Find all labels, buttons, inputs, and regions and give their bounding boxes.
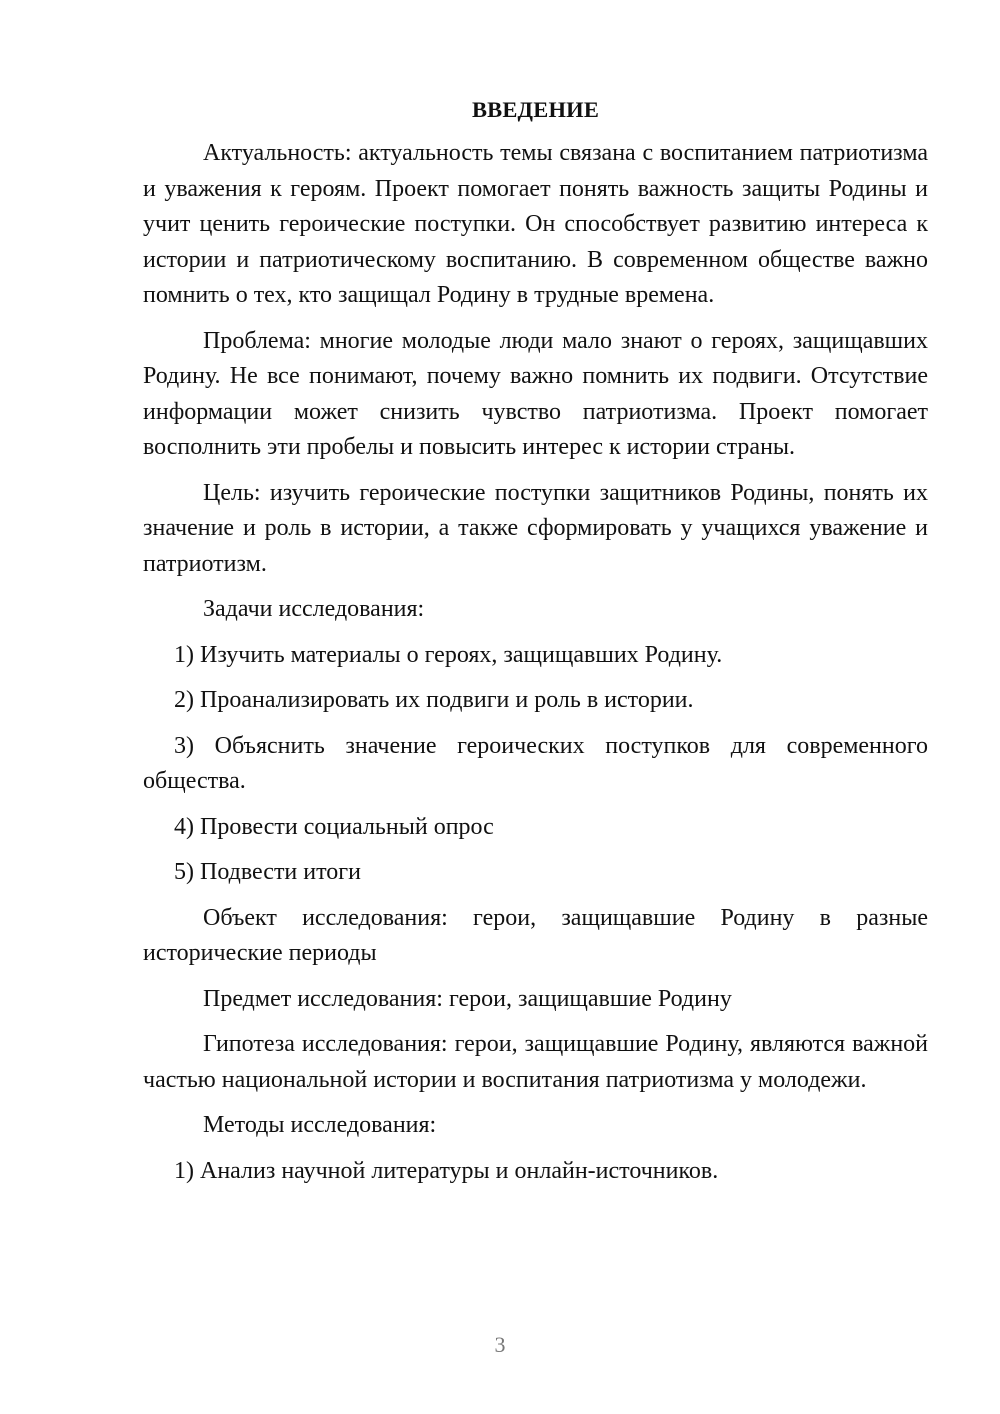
relevance-paragraph: Актуальность: актуальность темы связана с воспитанием патриотизма и уважения к героям. Проект помогает понять важность защиты Родины и учит ценить героические поступки. Он способствует развитию интереса к истории и патриотическому воспитанию. В современном обществе важно помнить о тех, кто защищал Родину в трудные времена. <box>143 140 928 308</box>
section-heading: ВВЕДЕНИЕ <box>471 97 600 122</box>
task-item-4: 4) Провести социальный опрос <box>174 813 494 840</box>
hypothesis-paragraph: Гипотеза исследования: герои, защищавшие Родину, являются важной частью национальной истории и воспитания патриотизма у молодежи. <box>143 1031 928 1093</box>
task-item-5: 5) Подвести итоги <box>174 859 361 885</box>
subject-paragraph: Предмет исследования: герои, защищавшие Родину <box>203 985 732 1012</box>
page-number: 3 <box>494 1332 506 1357</box>
tasks-heading: Задачи исследования: <box>203 596 425 622</box>
object-paragraph: Объект исследования: герои, защищавшие Родину в разные исторические периоды <box>143 904 928 966</box>
task-item-2: 2) Проанализировать их подвиги и роль в истории. <box>174 687 694 713</box>
method-item-1: 1) Анализ научной литературы и онлайн-источников. <box>174 1157 719 1184</box>
task-item-3: 3) Объяснить значение героических поступков для современного общества. <box>143 732 928 794</box>
goal-paragraph: Цель: изучить героические поступки защитников Родины, понять их значение и роль в истории, а также сформировать у учащихся уважение и патриотизм. <box>143 479 928 577</box>
page-content <box>143 88 928 1199</box>
problem-paragraph: Проблема: многие молодые люди мало знают о героях, защищавших Родину. Не все понимают, почему важно помнить их подвиги. Отсутствие информации может снизить чувство патриотизма. Проект помогает восполнить эти пробелы и повысить интерес к истории страны. <box>143 327 928 460</box>
methods-heading: Методы исследования: <box>203 1112 437 1138</box>
task-item-1: 1) Изучить материалы о героях, защищавших Родину. <box>174 641 723 668</box>
